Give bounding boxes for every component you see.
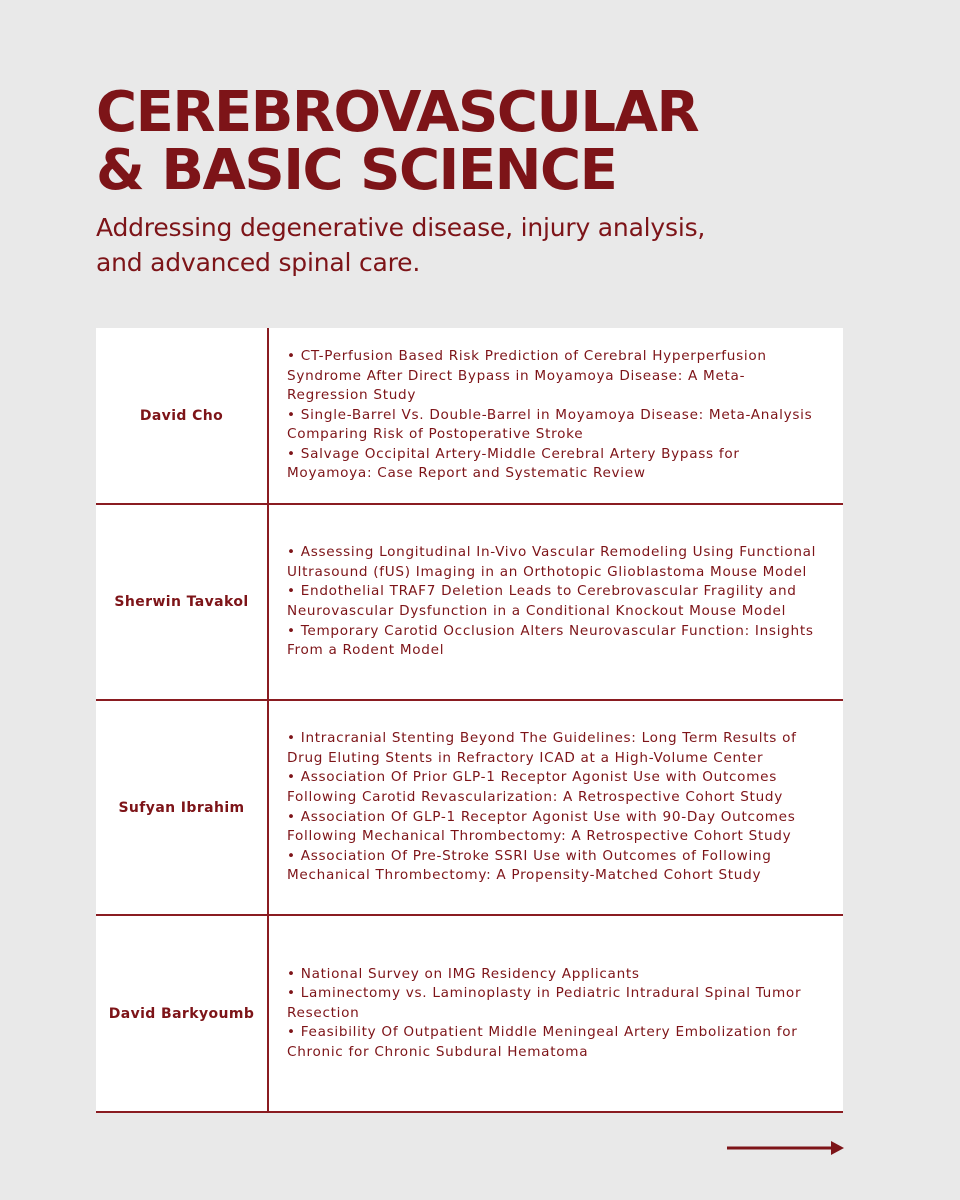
table-row <box>96 505 843 701</box>
paper-title: • Laminectomy vs. Laminoplasty in Pediatric Intradural Spinal Tumor Resection <box>287 985 802 1021</box>
table-row <box>96 701 843 916</box>
presenter-name: David Cho <box>96 328 269 503</box>
paper-title: • Association Of GLP-1 Receptor Agonist Use with 90-Day Outcomes Following Mechanical Thrombectomy: A Retrospective Cohort Study <box>287 808 796 845</box>
table-row <box>96 328 843 505</box>
page-subtitle-line-1: Addressing degenerative disease, injury analysis, <box>96 213 706 242</box>
paper-title: • CT-Perfusion Based Risk Prediction of Cerebral Hyperperfusion Syndrome After Direct Bypass in Moyamoya Disease: A Meta-Regression Study <box>287 347 767 404</box>
paper-title: • Single-Barrel Vs. Double-Barrel in Moyamoya Disease: Meta-Analysis Comparing Risk of Postoperative Stroke <box>287 406 813 443</box>
paper-list <box>269 505 843 699</box>
table-row <box>96 916 843 1113</box>
paper-title: • National Survey on IMG Residency Applicants <box>287 965 640 982</box>
page-subtitle-line-2: and advanced spinal care. <box>96 248 421 277</box>
arrow-right-icon[interactable] <box>727 1138 845 1158</box>
paper-title: • Feasibility Of Outpatient Middle Meningeal Artery Embolization for Chronic for Chronic Subdural Hematoma <box>287 1024 798 1060</box>
page-title-line-2: & BASIC SCIENCE <box>96 138 617 203</box>
paper-title: • Association Of Pre-Stroke SSRI Use with Outcomes of Following Mechanical Thrombectomy: A Propensity-Matched Cohort Study <box>287 847 772 884</box>
paper-title: • Association Of Prior GLP-1 Receptor Agonist Use with Outcomes Following Carotid Revascularization: A Retrospective Cohort Study <box>287 769 783 805</box>
presenter-name: Sufyan Ibrahim <box>96 701 269 914</box>
paper-title: • Assessing Longitudinal In-Vivo Vascular Remodeling Using Functional Ultrasound (fUS) Imaging in an Orthotopic Glioblastoma Mouse Model <box>287 544 817 580</box>
paper-title: • Temporary Carotid Occlusion Alters Neurovascular Function: Insights From a Rodent Model <box>287 622 814 659</box>
presenter-name: David Barkyoumb <box>96 916 269 1111</box>
page-title <box>96 80 699 203</box>
paper-title: • Endothelial TRAF7 Deletion Leads to Cerebrovascular Fragility and Neurovascular Dysfunction in a Conditional Knockout Mouse Model <box>287 583 797 619</box>
presenters-table <box>96 328 843 1113</box>
paper-title: • Intracranial Stenting Beyond The Guidelines: Long Term Results of Drug Eluting Stents in Refractory ICAD at a High-Volume Center <box>287 730 797 766</box>
page-title-line-1: CEREBROVASCULAR <box>96 80 699 145</box>
page-subtitle <box>96 210 705 280</box>
paper-list <box>269 328 843 503</box>
paper-title: • Salvage Occipital Artery-Middle Cerebral Artery Bypass for Moyamoya: Case Report and Systematic Review <box>287 445 740 482</box>
paper-list <box>269 916 843 1111</box>
presenter-name: Sherwin Tavakol <box>96 505 269 699</box>
paper-list <box>269 701 843 914</box>
